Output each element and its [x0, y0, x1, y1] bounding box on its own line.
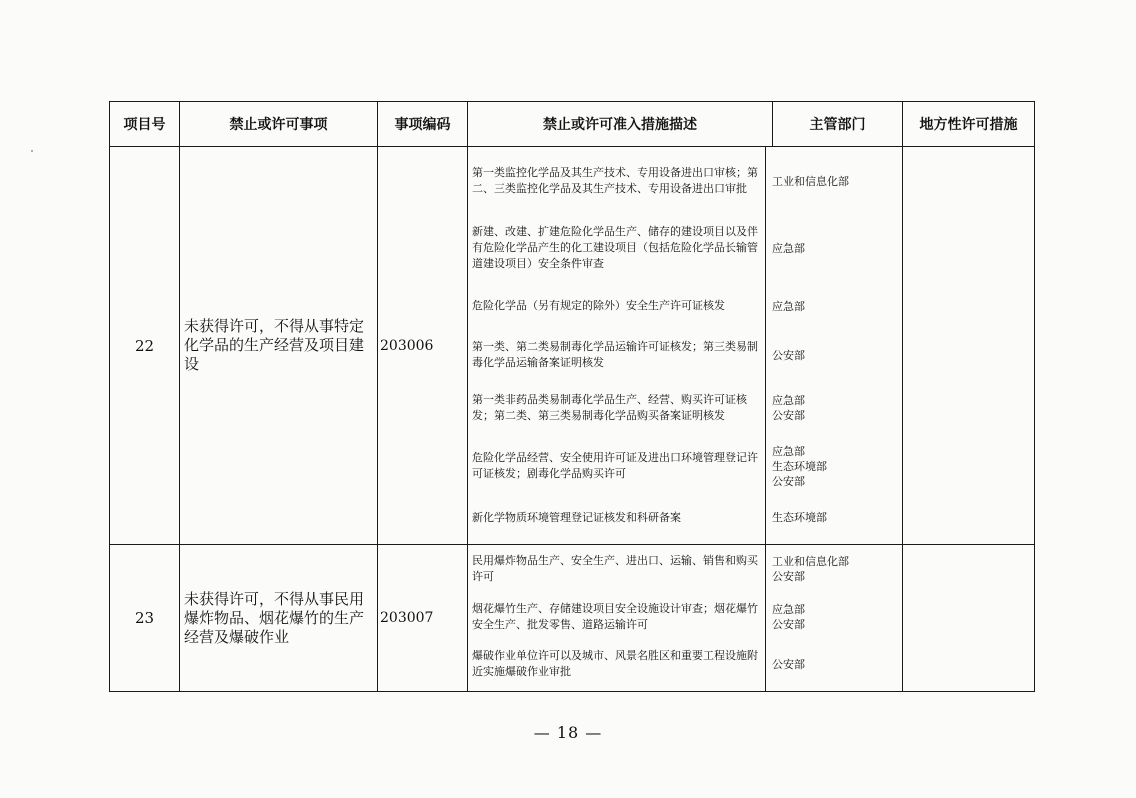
row-number: 22 — [110, 147, 180, 545]
measure-description: 危险化学品经营、安全使用许可证及进出口环境管理登记许可证核发；剧毒化学品购买许可 — [468, 437, 766, 495]
measure-item — [468, 281, 902, 331]
measures-list — [468, 147, 902, 544]
measure-item — [468, 147, 902, 215]
measures-list — [468, 545, 902, 691]
measure-filler — [468, 687, 766, 691]
measure-department: 工业和信息化部 — [772, 174, 849, 188]
table-row — [110, 545, 1035, 692]
measure-item — [468, 495, 902, 540]
measure-item — [468, 331, 902, 379]
row-local-measures — [903, 545, 1035, 692]
measure-description: 爆破作业单位许可以及城市、风景名胜区和重要工程设施附近实施爆破作业审批 — [468, 641, 766, 687]
header-description: 禁止或许可准入措施描述 — [468, 102, 773, 147]
measure-item — [468, 641, 902, 687]
header-code: 事项编码 — [378, 102, 468, 147]
measure-description: 第一类非药品类易制毒化学品生产、经营、购买许可证核发；第二类、第三类易制毒化学品购买备案证明核发 — [468, 379, 766, 437]
measure-description: 民用爆炸物品生产、安全生产、进出口、运输、销售和购买许可 — [468, 545, 766, 593]
measure-department: 应急部 公安部 — [772, 603, 805, 631]
measure-description: 第一类、第二类易制毒化学品运输许可证核发；第三类易制毒化学品运输备案证明核发 — [468, 331, 766, 379]
row-item: 未获得许可，不得从事特定化学品的生产经营及项目建设 — [180, 147, 378, 545]
measure-department: 应急部 — [772, 241, 805, 255]
measure-description: 危险化学品（另有规定的除外）安全生产许可证核发 — [468, 281, 766, 331]
measure-description: 第一类监控化学品及其生产技术、专用设备进出口审核；第二、三类监控化学品及其生产技术、专用设备进出口审批 — [468, 147, 766, 215]
measure-department: 公安部 — [772, 657, 805, 671]
scan-speck — [31, 150, 33, 152]
measure-department: 应急部 — [772, 299, 805, 313]
measure-item — [468, 215, 902, 281]
measure-department: 生态环境部 — [772, 511, 827, 524]
header-item: 禁止或许可事项 — [180, 102, 378, 147]
table-header-row — [110, 102, 1035, 147]
row-code: 203007 — [378, 545, 468, 692]
measure-department: 应急部 生态环境部 公安部 — [772, 444, 827, 488]
measure-department: 公安部 — [772, 348, 805, 362]
measure-description: 新建、改建、扩建危险化学品生产、储存的建设项目以及伴有危险化学品产生的化工建设项目（包括危险化学品长输管道建设项目）安全条件审查 — [468, 215, 766, 281]
header-department: 主管部门 — [773, 102, 903, 147]
table-row — [110, 147, 1035, 545]
measures-cell — [468, 545, 903, 692]
measures-cell — [468, 147, 903, 545]
permit-table — [109, 101, 1035, 692]
measure-item — [468, 545, 902, 593]
row-local-measures — [903, 147, 1035, 545]
row-number: 23 — [110, 545, 180, 692]
row-code: 203006 — [378, 147, 468, 545]
row-item: 未获得许可，不得从事民用爆炸物品、烟花爆竹的生产经营及爆破作业 — [180, 545, 378, 692]
header-local-measures: 地方性许可措施 — [903, 102, 1035, 147]
measure-filler — [468, 540, 766, 544]
measure-description: 烟花爆竹生产、存储建设项目安全设施设计审查；烟花爆竹安全生产、批发零售、道路运输许可 — [468, 593, 766, 641]
measure-item — [468, 379, 902, 437]
page-number: — 18 — — [533, 723, 603, 742]
measure-department: 工业和信息化部 公安部 — [772, 555, 849, 583]
measure-department: 应急部 公安部 — [772, 394, 805, 422]
measure-item — [468, 593, 902, 641]
header-item-no: 项目号 — [110, 102, 180, 147]
measure-description: 新化学物质环境管理登记证核发和科研备案 — [468, 495, 766, 540]
measure-item — [468, 437, 902, 495]
